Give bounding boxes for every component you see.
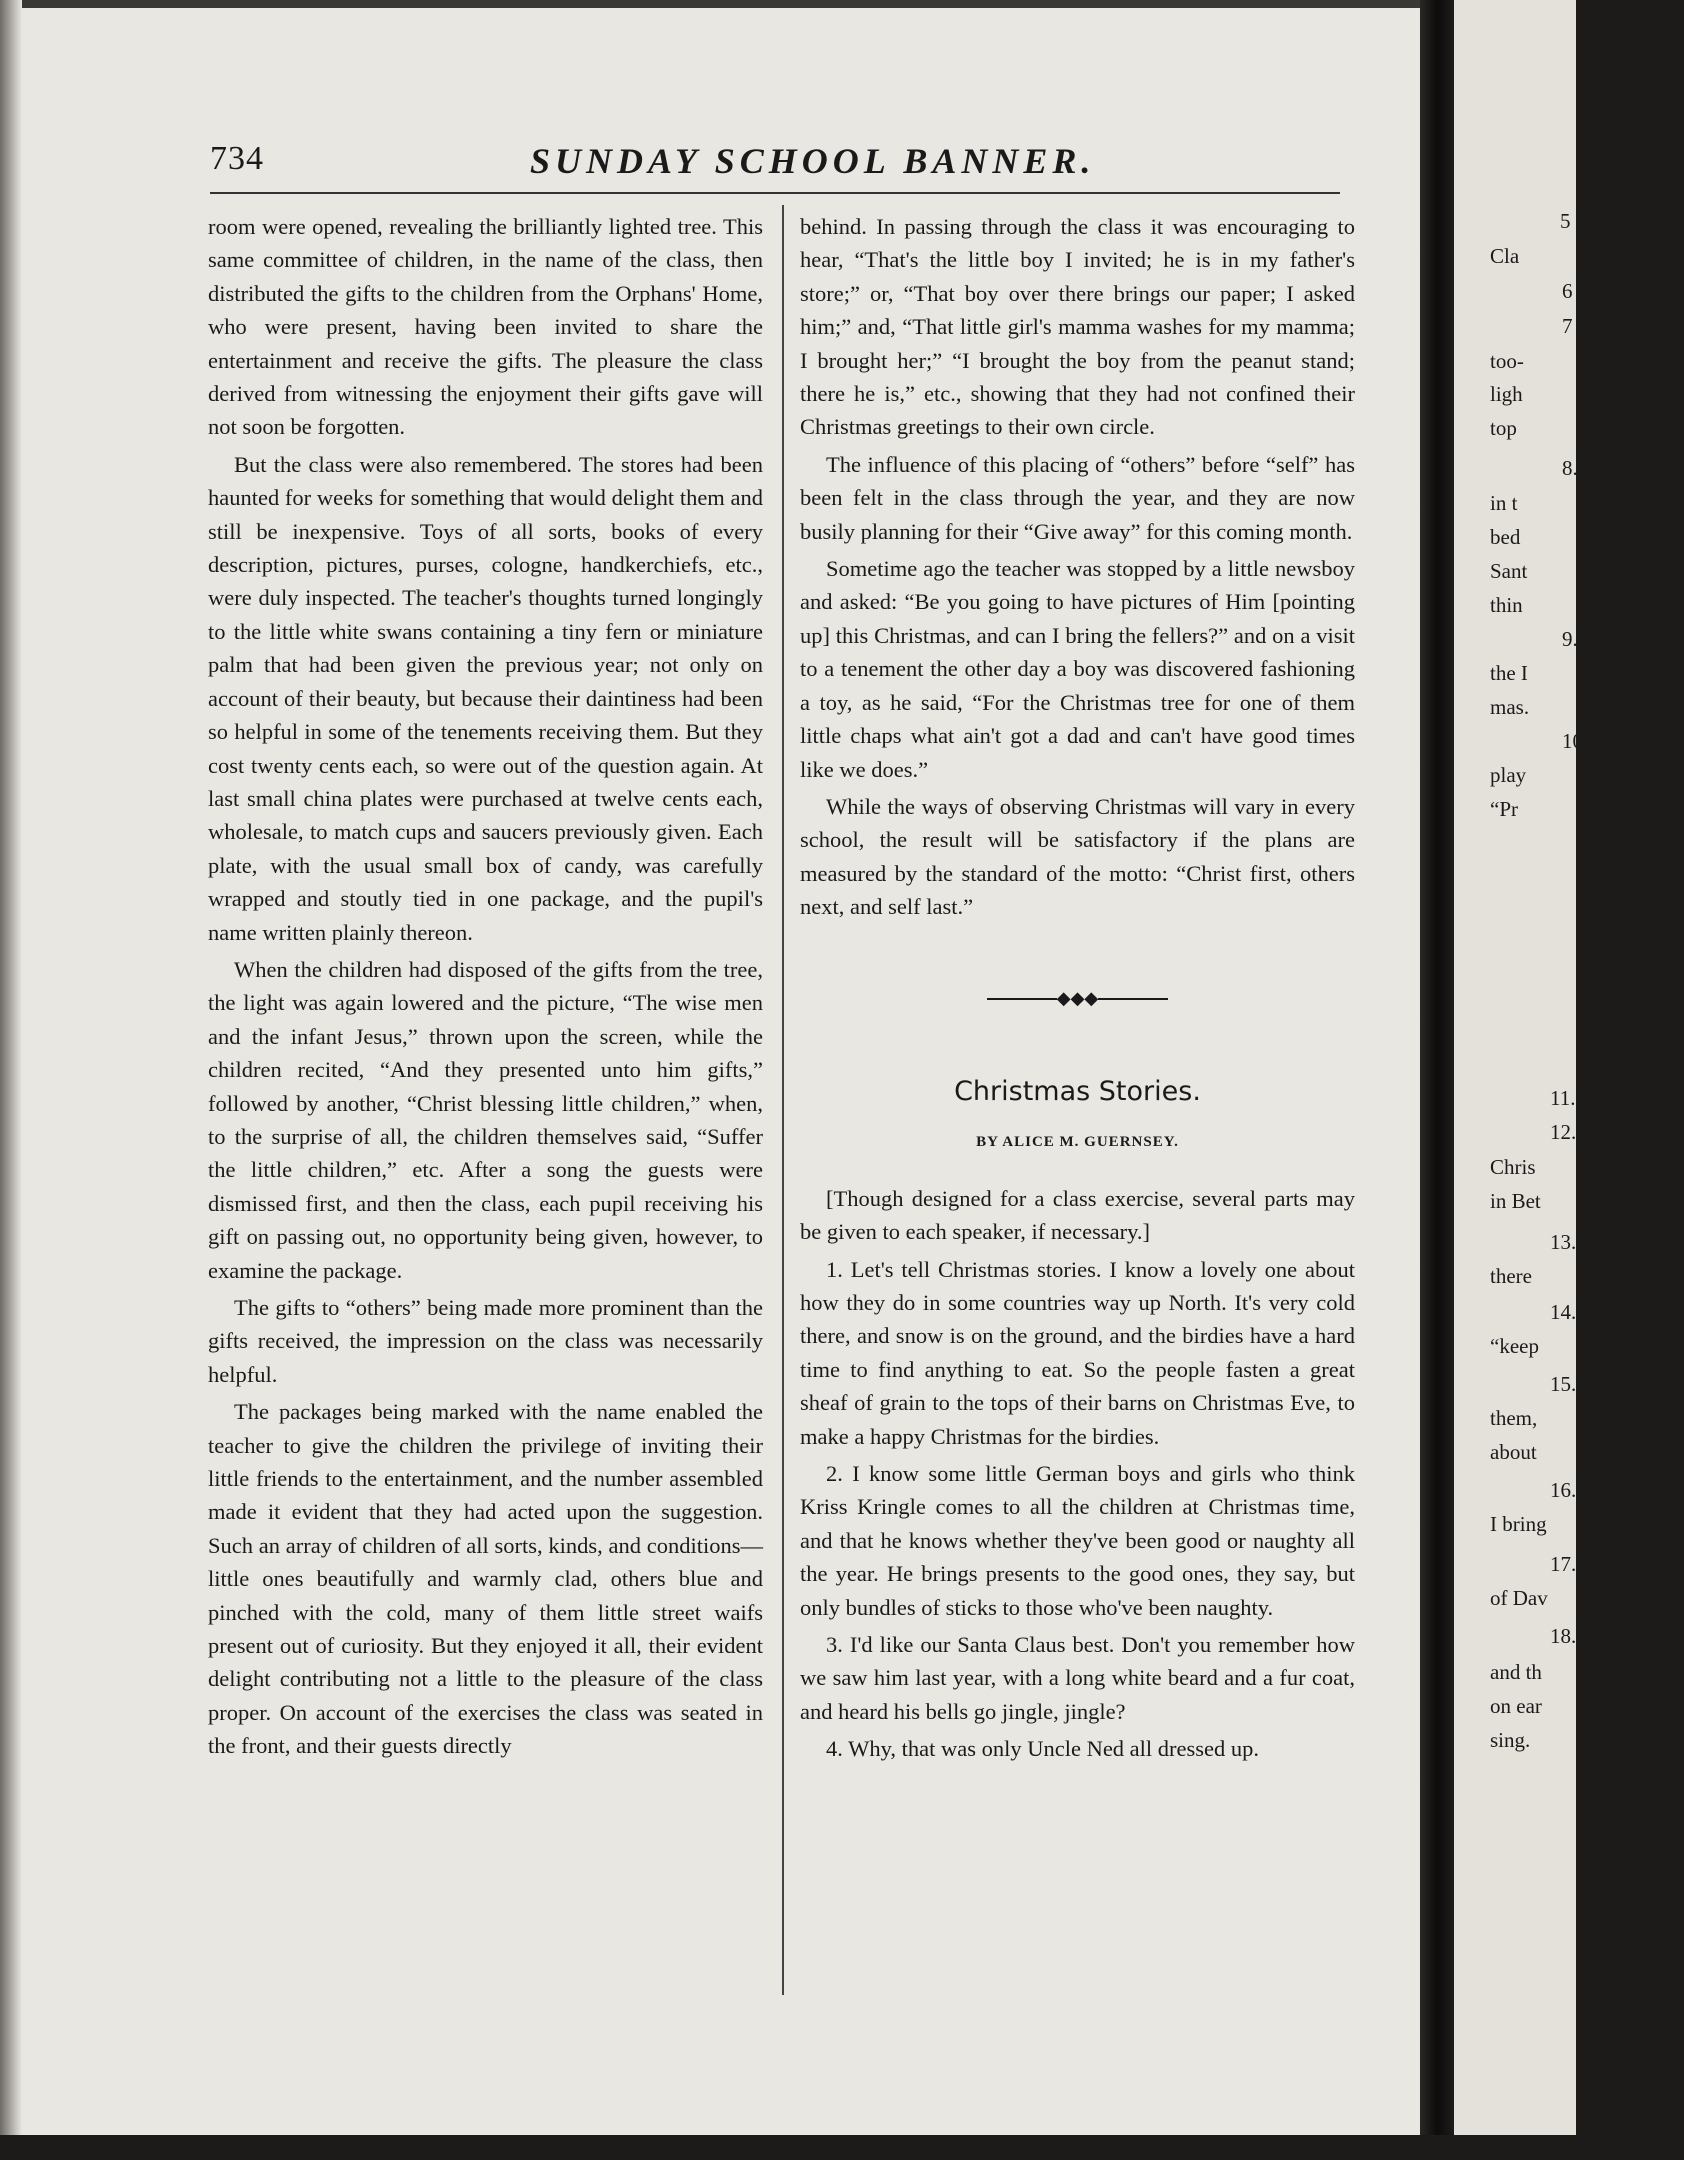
- facing-page-fragment: 8.: [1562, 456, 1578, 480]
- facing-page-fragment: too-: [1490, 349, 1524, 373]
- facing-page-fragment: thin: [1490, 593, 1523, 617]
- facing-page-fragment: 7: [1562, 314, 1573, 338]
- facing-page-fragment: 11.: [1550, 1086, 1576, 1110]
- facing-page-fragment: the I: [1490, 661, 1528, 685]
- facing-page-fragment: top: [1490, 416, 1517, 440]
- facing-page-fragment: 5: [1560, 209, 1571, 233]
- facing-page-fragment: 15.: [1550, 1372, 1577, 1396]
- paragraph: room were opened, revealing the brilliantly lighted tree. This same committee of children, in the name of the class, then distributed the gifts to the children from the Orphans' Home, who were present, having been invited to share the entertainment and receive the gifts. The pleasure the class derived from witnessing the enjoyment their gifts gave will not soon be forgotten.: [208, 214, 763, 440]
- story-paragraph: 4. Why, that was only Uncle Ned all dressed up.: [826, 1736, 1260, 1762]
- story-intro: [Though designed for a class exercise, several parts may be given to each speaker, if necessary.]: [800, 1185, 1355, 1245]
- facing-page-fragment: 10: [1562, 729, 1583, 753]
- paragraph: But the class were also remembered. The stores had been haunted for weeks for something that would delight them and still be inexpensive. Toys of all sorts, books of every description, pictures, purses, cologne, handkerchiefs, etc., were duly inspected. The teacher's thoughts turned longingly to the little white swans containing a tiny fern or miniature palm that had been given the previous year; not only on account of their beauty, but because their daintiness had been so helpful in some of the tenements receiving them. But they cost twenty cents each, so were out of the question again. At last small china plates were purchased at twelve cents each, wholesale, to match cups and saucers previously given. Each plate, with the usual small box of candy, was carefully wrapped and stoutly tied in one package, and the pupil's name written plainly thereon.: [208, 451, 763, 945]
- facing-page-fragment: 16.: [1550, 1478, 1577, 1502]
- header-rule: [210, 192, 1340, 194]
- paragraph: The gifts to “others” being made more prominent than the gifts received, the impression on the class was necessarily helpful.: [208, 1295, 763, 1387]
- page-header: [210, 140, 1340, 190]
- facing-page-fragment: sing.: [1490, 1728, 1531, 1752]
- facing-page-fragment: there: [1490, 1264, 1532, 1288]
- facing-page-fragment: “Pr: [1490, 797, 1518, 821]
- story-byline: BY ALICE M. GUERNSEY.: [976, 1134, 1179, 1151]
- facing-page-fragment: bed: [1490, 525, 1521, 549]
- facing-page-fragment: 12.: [1550, 1120, 1577, 1144]
- section-ornament: ◆◆◆: [800, 982, 1355, 1015]
- column-rule: [782, 205, 784, 1995]
- facing-page-fragment: 18.: [1550, 1624, 1577, 1648]
- paragraph: When the children had disposed of the gifts from the tree, the light was again lowered and the picture, “The wise men and the infant Jesus,” thrown upon the screen, while the children recited, “And they presented unto him gifts,” followed by another, “Christ blessing little children,” when, to the surprise of all, the children themselves said, “Suffer the little children,” etc. After a song the guests were dismissed first, and then the class, each pupil receiving his gift on passing out, no opportunity being given, however, to examine the package.: [208, 956, 763, 1283]
- scan-top-edge: [0, 0, 1576, 8]
- right-column: [800, 210, 1355, 1770]
- facing-page-fragment: ligh: [1490, 382, 1523, 406]
- facing-page-fragment: 9.: [1562, 627, 1578, 651]
- paragraph: The packages being marked with the name enabled the teacher to give the children the privilege of inviting their little friends to the entertainment, and the number assembled made it evident that they had acted upon the suggestion. Such an array of children of all sorts, kinds, and conditions—little ones beautifully and warmly clad, others blue and pinched with the cold, many of them little street waifs present out of curiosity. But they enjoyed it all, their evident delight contributing not a little to the pleasure of the class proper. On account of the exercises the class was seated in the front, and their guests directly: [208, 1399, 763, 1759]
- facing-page-fragment: in Bet: [1490, 1189, 1541, 1213]
- facing-page-fragment: about: [1490, 1440, 1537, 1464]
- facing-page-fragment: Cla: [1490, 244, 1520, 268]
- facing-page-fragment: mas.: [1490, 695, 1530, 719]
- book-spine: [1420, 0, 1454, 2160]
- facing-page-fragment: in t: [1490, 491, 1518, 515]
- running-head: SUNDAY SCHOOL BANNER.: [530, 141, 1096, 181]
- paragraph: behind. In passing through the class it was encouraging to hear, “That's the little boy I invited; he is in my father's store;” or, “That boy over there brings our paper; I asked him;” and, “That little girl's mamma washes for my mamma; I brought her;” “I brought the boy from the peanut stand; there he is,” etc., showing that they had not confined their Christmas greetings to their own circle.: [800, 214, 1355, 440]
- facing-page-fragment: them,: [1490, 1406, 1538, 1430]
- facing-page-fragment: “keep: [1490, 1334, 1539, 1358]
- scan-bottom-edge: [0, 2135, 1576, 2160]
- page-left-shadow: [0, 0, 22, 2160]
- facing-page-fragment: 17.: [1550, 1552, 1577, 1576]
- left-column: [208, 210, 763, 1767]
- facing-page-fragment: 13.: [1550, 1230, 1577, 1254]
- story-paragraph: 3. I'd like our Santa Claus best. Don't you remember how we saw him last year, with a long white beard and a fur coat, and heard his bells go jingle, jingle?: [800, 1632, 1355, 1724]
- facing-page-fragment: 6: [1562, 279, 1573, 303]
- facing-page-fragment: Sant: [1490, 559, 1528, 583]
- facing-page-fragment: of Dav: [1490, 1586, 1548, 1610]
- facing-page-fragment: on ear: [1490, 1694, 1542, 1718]
- story-paragraph: 2. I know some little German boys and girls who think Kriss Kringle comes to all the children at Christmas time, and that he knows whether they've been good or naughty all the year. He brings presents to the good ones, they say, but only bundles of sticks to those who've been naughty.: [800, 1461, 1355, 1620]
- page-number: 734: [210, 140, 264, 177]
- facing-page-edge: [1454, 0, 1583, 2160]
- facing-page-fragment: 14.: [1550, 1300, 1577, 1324]
- paragraph: Sometime ago the teacher was stopped by a little newsboy and asked: “Be you going to have pictures of Him [pointing up] this Christmas, and can I bring the fellers?” and on a visit to a tenement the other day a boy was discovered fashioning a toy, as he said, “For the Christmas tree for one of them little chaps what ain't got a dad and can't have good times like we does.”: [800, 556, 1355, 782]
- story-title: Christmas Stories.: [954, 1075, 1201, 1107]
- facing-page-fragment: play: [1490, 763, 1527, 787]
- facing-page-fragment: Chris: [1490, 1155, 1536, 1179]
- facing-page-fragment: I bring: [1490, 1512, 1547, 1536]
- facing-page-fragment: and th: [1490, 1660, 1542, 1684]
- story-paragraph: 1. Let's tell Christmas stories. I know a lovely one about how they do in some countries way up North. It's very cold there, and snow is on the ground, and the birdies have a hard time to find anything to eat. So the people fasten a great sheaf of grain to the tops of their barns on Christmas Eve, to make a happy Christmas for the birdies.: [800, 1256, 1355, 1449]
- paragraph: While the ways of observing Christmas will vary in every school, the result will be satisfactory if the plans are measured by the standard of the motto: “Christ first, others next, and self last.”: [800, 793, 1355, 920]
- paragraph: The influence of this placing of “others” before “self” has been felt in the class through the year, and they are now busily planning for their “Give away” for this coming month.: [800, 451, 1355, 544]
